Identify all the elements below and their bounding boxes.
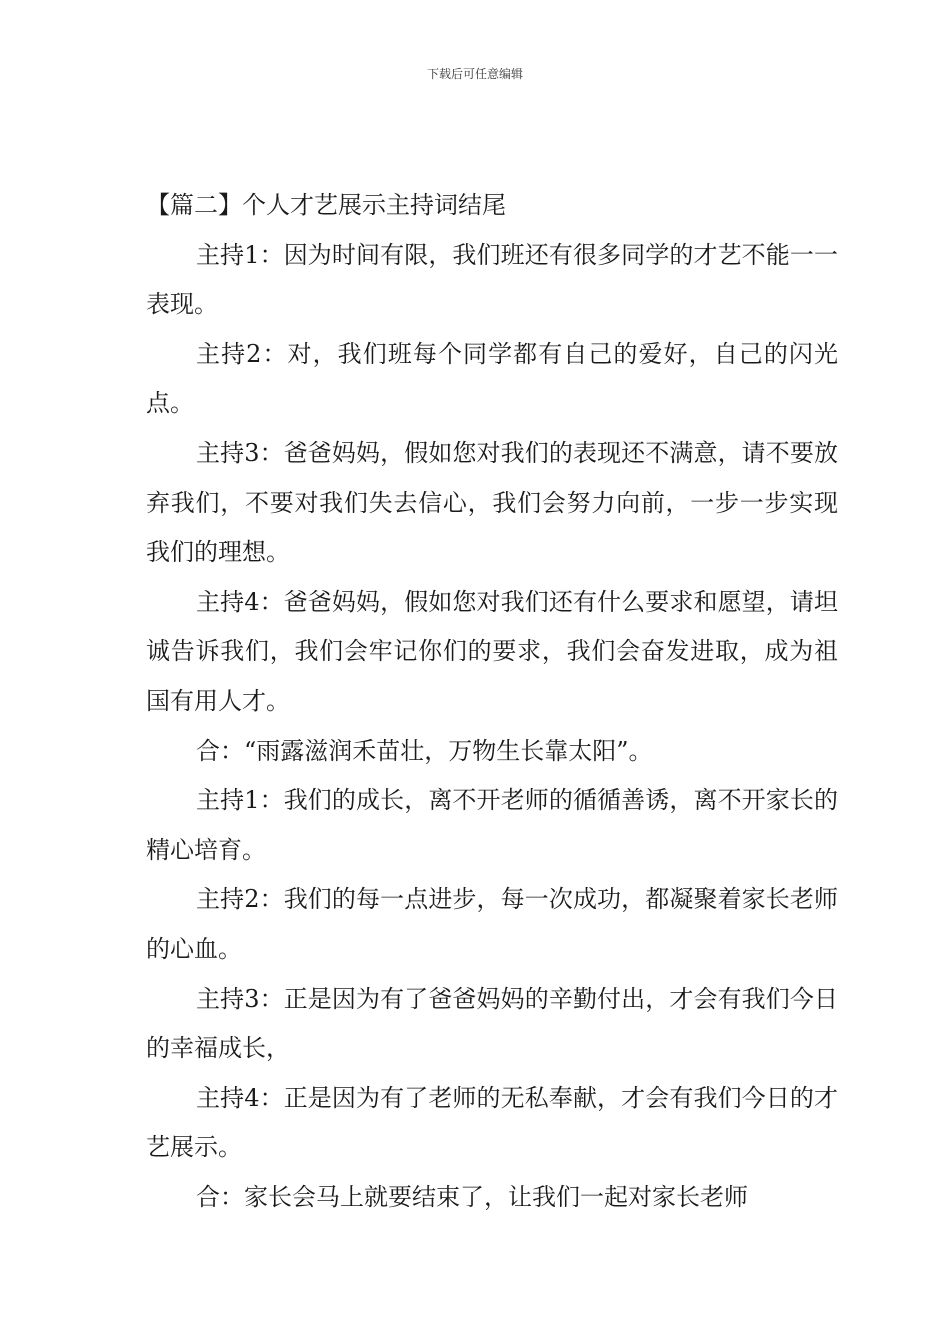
paragraph: 主持3：正是因为有了爸爸妈妈的辛勤付出，才会有我们今日的幸福成长，	[146, 984, 838, 1063]
paragraph: 主持1：我们的成长，离不开老师的循循善诱，离不开家长的精心培育。	[146, 786, 838, 864]
section-title: 【篇二】个人才艺展示主持词结尾	[146, 191, 506, 219]
paragraph: 主持3：爸爸妈妈，假如您对我们的表现还不满意，请不要放弃我们，不要对我们失去信心，我们会努力向前，一步一步实现我们的理想。	[146, 438, 838, 567]
document-body	[146, 181, 838, 1222]
paragraph: 主持1：因为时间有限，我们班还有很多同学的才艺不能一一表现。	[146, 240, 838, 319]
paragraph: 主持2：对，我们班每个同学都有自己的爱好，自己的闪光点。	[146, 339, 838, 418]
paragraph: 合：“雨露滋润禾苗壮，万物生长靠太阳”。	[196, 736, 653, 765]
page-header: 下载后可任意编辑	[426, 67, 523, 81]
paragraph: 主持2：我们的每一点进步，每一次成功，都凝聚着家长老师的心血。	[146, 885, 838, 963]
paragraph: 主持4：爸爸妈妈，假如您对我们还有什么要求和愿望，请坦诚告诉我们，我们会牢记你们的要求，我们会奋发进取，成为祖国有用人才。	[146, 587, 838, 715]
paragraph: 合：家长会马上就要结束了，让我们一起对家长老师	[196, 1182, 748, 1211]
paragraph: 主持4：正是因为有了老师的无私奉献，才会有我们今日的才艺展示。	[146, 1083, 838, 1162]
